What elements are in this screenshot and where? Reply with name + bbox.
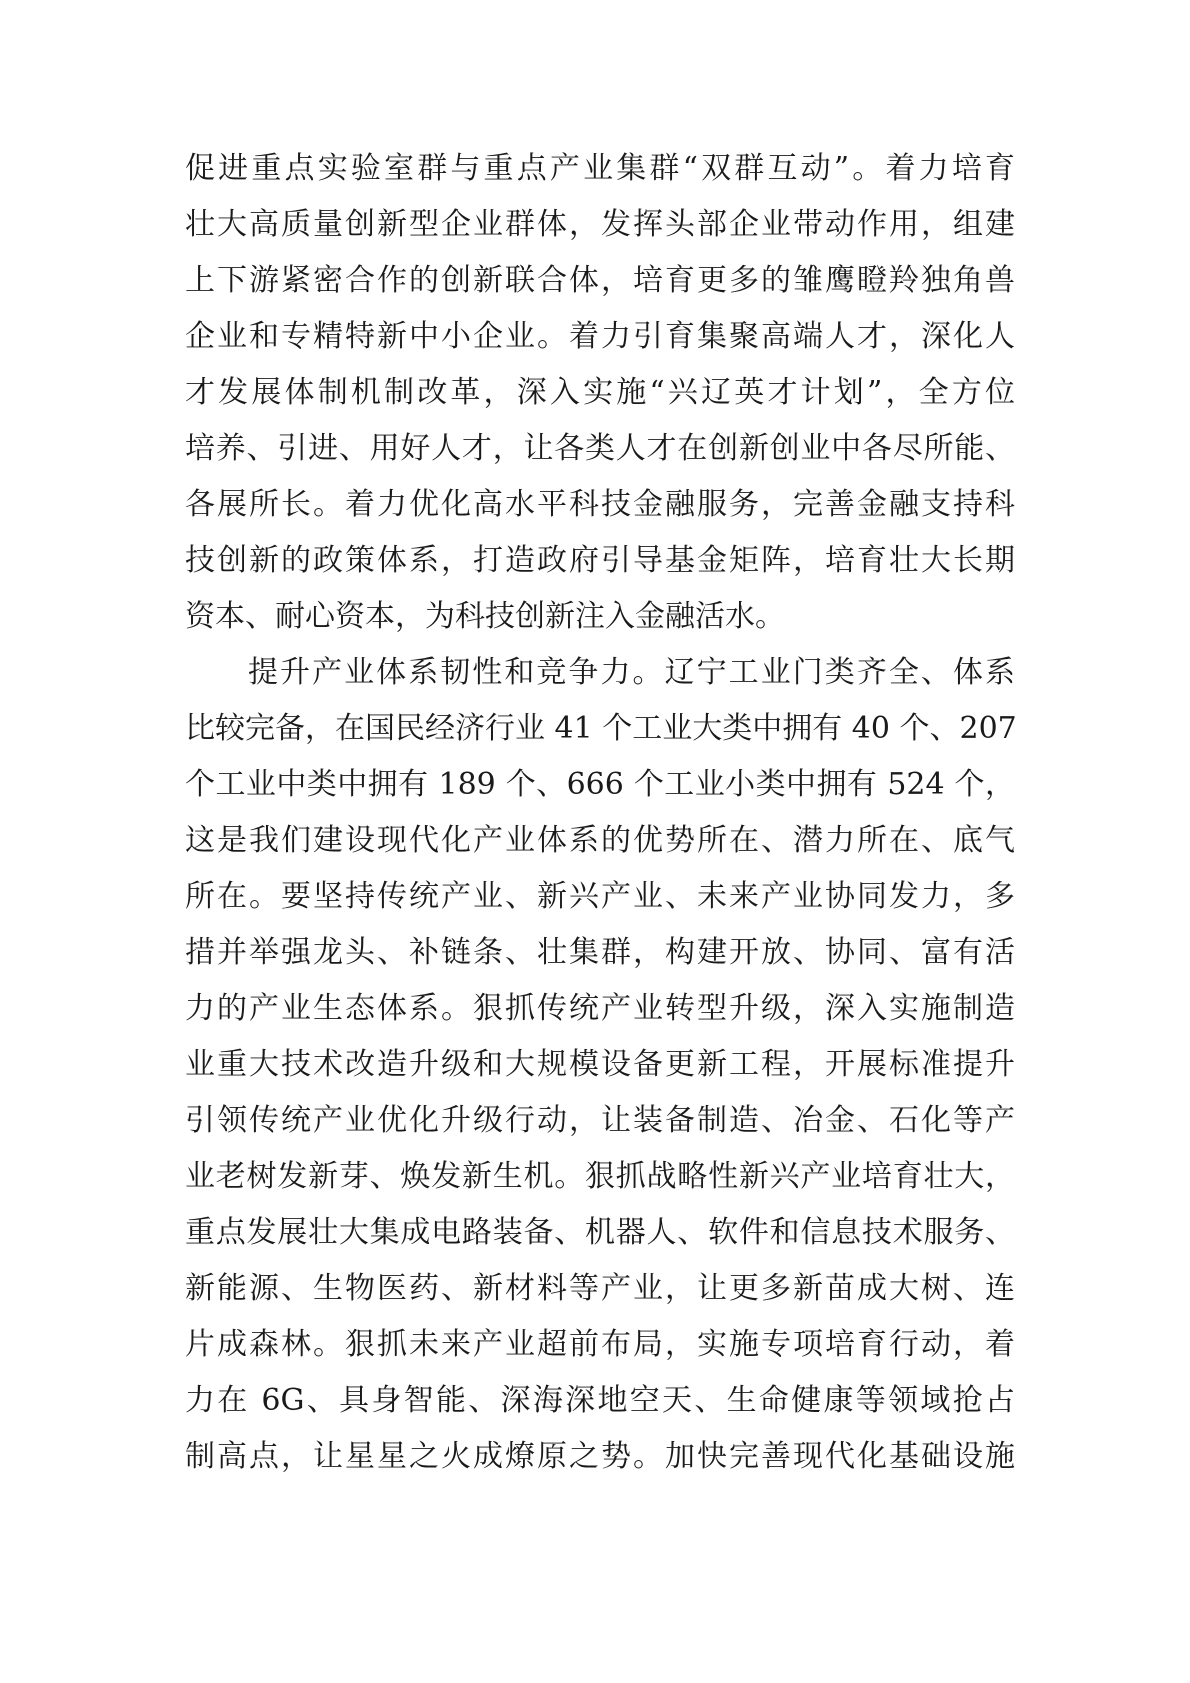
text-line: 力在 6G、具身智能、深海深地空天、生命健康等领域抢占 — [185, 1383, 1015, 1418]
text-line: 上下游紧密合作的创新联合体，培育更多的雏鹰瞪羚独角兽 — [185, 263, 1015, 298]
text-line: 力的产业生态体系。狠抓传统产业转型升级，深入实施制造 — [185, 991, 1015, 1026]
text-line: 制高点，让星星之火成燎原之势。加快完善现代化基础设施 — [185, 1439, 1015, 1474]
text-line: 促进重点实验室群与重点产业集群“双群互动”。着力培育 — [185, 151, 1015, 186]
text-line: 这是我们建设现代化产业体系的优势所在、潜力所在、底气 — [185, 823, 1015, 858]
text-line: 个工业中类中拥有 189 个、666 个工业小类中拥有 524 个， — [185, 767, 1015, 802]
text-line: 比较完备，在国民经济行业 41 个工业大类中拥有 40 个、207 — [185, 711, 1017, 746]
text-line: 才发展体制机制改革，深入实施“兴辽英才计划”，全方位 — [185, 375, 1015, 410]
text-line: 培养、引进、用好人才，让各类人才在创新创业中各尽所能、 — [185, 431, 1015, 466]
text-line: 业老树发新芽、焕发新生机。狠抓战略性新兴产业培育壮大， — [185, 1159, 1015, 1194]
text-line: 各展所长。着力优化高水平科技金融服务，完善金融支持科 — [185, 487, 1015, 522]
paragraph-first-line: 提升产业体系韧性和竞争力。辽宁工业门类齐全、体系 — [248, 655, 1015, 690]
text-line: 重点发展壮大集成电路装备、机器人、软件和信息技术服务、 — [185, 1215, 1015, 1250]
text-line: 技创新的政策体系，打造政府引导基金矩阵，培育壮大长期 — [185, 543, 1015, 578]
text-line: 企业和专精特新中小企业。着力引育集聚高端人才，深化人 — [185, 319, 1015, 354]
text-line: 新能源、生物医药、新材料等产业，让更多新苗成大树、连 — [185, 1271, 1015, 1306]
text-line: 引领传统产业优化升级行动，让装备制造、冶金、石化等产 — [185, 1103, 1015, 1138]
text-line: 壮大高质量创新型企业群体，发挥头部企业带动作用，组建 — [185, 207, 1015, 242]
text-line: 业重大技术改造升级和大规模设备更新工程，开展标准提升 — [185, 1047, 1015, 1082]
text-line: 措并举强龙头、补链条、壮集群，构建开放、协同、富有活 — [185, 935, 1015, 970]
text-line: 片成森林。狠抓未来产业超前布局，实施专项培育行动，着 — [185, 1327, 1015, 1362]
text-line: 资本、耐心资本，为科技创新注入金融活水。 — [185, 599, 785, 634]
text-line: 所在。要坚持传统产业、新兴产业、未来产业协同发力，多 — [185, 879, 1015, 914]
